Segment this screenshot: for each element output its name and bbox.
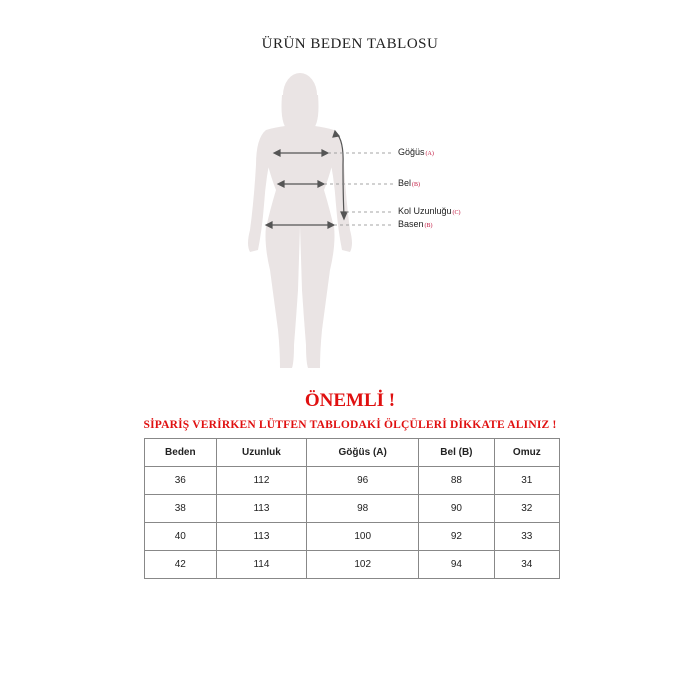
table-cell: 112 [216, 467, 307, 495]
table-row [145, 467, 560, 495]
header-uzunluk: Uzunluk [216, 439, 307, 467]
label-bel: Bel(B) [398, 178, 421, 188]
table-cell: 96 [307, 467, 419, 495]
important-heading: ÖNEMLİ ! [304, 390, 396, 411]
label-kol-uzunlugu: Kol Uzunluğu(C) [398, 206, 461, 216]
header-beden: Beden [145, 439, 217, 467]
header-gogus: Göğüs (A) [307, 439, 419, 467]
table-cell: 42 [145, 551, 217, 579]
table-cell: 32 [494, 495, 559, 523]
table-cell: 90 [419, 495, 494, 523]
table-cell: 113 [216, 495, 307, 523]
table-cell: 38 [145, 495, 217, 523]
header-omuz: Omuz [494, 439, 559, 467]
table-header-row [145, 439, 560, 467]
table-cell: 113 [216, 523, 307, 551]
page-title: ÜRÜN BEDEN TABLOSU [261, 36, 439, 52]
table-row [145, 551, 560, 579]
table-cell: 100 [307, 523, 419, 551]
header-bel: Bel (B) [419, 439, 494, 467]
table-cell: 34 [494, 551, 559, 579]
table-cell: 36 [145, 467, 217, 495]
table-cell: 114 [216, 551, 307, 579]
table-cell: 40 [145, 523, 217, 551]
table-cell: 88 [419, 467, 494, 495]
label-basen: Basen(B) [398, 219, 433, 229]
table-row [145, 523, 560, 551]
table-cell: 92 [419, 523, 494, 551]
label-gogus: Göğüs(A) [398, 147, 434, 157]
body-silhouette [248, 73, 352, 368]
table-cell: 102 [307, 551, 419, 579]
order-notice: SİPARİŞ VERİRKEN LÜTFEN TABLODAKİ ÖLÇÜLERİ DİKKATE ALINIZ ! [143, 419, 557, 431]
table-cell: 31 [494, 467, 559, 495]
table-cell: 33 [494, 523, 559, 551]
table-row [145, 495, 560, 523]
table-cell: 98 [307, 495, 419, 523]
table-cell: 94 [419, 551, 494, 579]
size-table [144, 438, 560, 579]
